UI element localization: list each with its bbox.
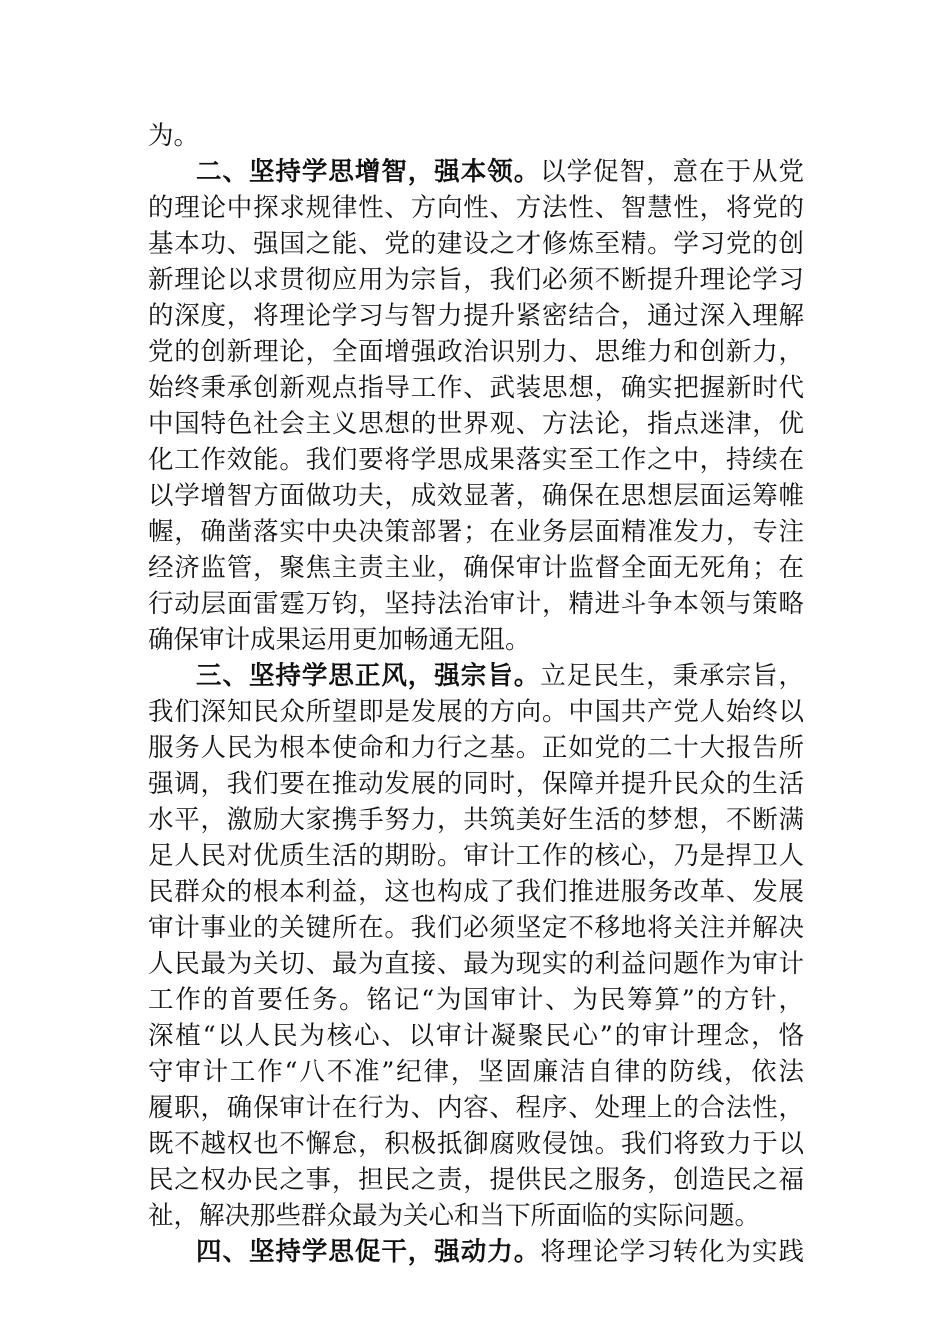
text-line: 为。 [148, 121, 200, 151]
text-line: 足人民对优质生活的期盼。审计工作的核心，乃是捍卫人 [148, 841, 804, 871]
text-line: 既不越权也不懈怠，积极抵御腐败侵蚀。我们将致力于以 [148, 1129, 804, 1159]
paragraph-heading-line [196, 1234, 804, 1270]
text-line: 的理论中探求规律性、方向性、方法性、智慧性，将党的 [148, 193, 804, 223]
text-line: 履职，确保审计在行为、内容、程序、处理上的合法性， [148, 1093, 804, 1123]
text-line: 守审计工作“八不准”纪律，坚固廉洁自律的防线，依法 [148, 1057, 804, 1087]
section-heading: 三、坚持学思正风，强宗旨。 [196, 661, 541, 691]
text-line: 确保审计成果运用更加畅通无阻。 [148, 625, 531, 655]
text-line: 化工作效能。我们要将学思成果落实至工作之中，持续在 [148, 445, 804, 475]
text-line: 经济监管，聚焦主责主业，确保审计监督全面无死角；在 [148, 553, 804, 583]
text-line: 行动层面雷霆万钧，坚持法治审计，精进斗争本领与策略 [148, 589, 804, 619]
text-line: 工作的首要任务。铭记“为国审计、为民筹算”的方针， [148, 985, 804, 1015]
heading-followup-text: 以学促智，意在于从党 [540, 157, 804, 187]
text-line: 人民最为关切、最为直接、最为现实的利益问题作为审计 [148, 949, 804, 979]
heading-followup-text: 立足民生，秉承宗旨， [540, 661, 804, 691]
text-line: 始终秉承创新观点指导工作、武装思想，确实把握新时代 [148, 373, 804, 403]
text-line: 强调，我们要在推动发展的同时，保障并提升民众的生活 [148, 769, 804, 799]
text-line: 民群众的根本利益，这也构成了我们推进服务改革、发展 [148, 877, 804, 907]
text-line: 民之权办民之事，担民之责，提供民之服务，创造民之福 [148, 1165, 804, 1195]
text-line: 党的创新理论，全面增强政治识别力、思维力和创新力， [148, 337, 804, 367]
text-line: 审计事业的关键所在。我们必须坚定不移地将关注并解决 [148, 913, 804, 943]
text-line: 中国特色社会主义思想的世界观、方法论，指点迷津，优 [148, 409, 804, 439]
paragraph-heading-line [196, 154, 804, 190]
text-line: 我们深知民众所望即是发展的方向。中国共产党人始终以 [148, 697, 804, 727]
text-line: 以学增智方面做功夫，成效显著，确保在思想层面运筹帷 [148, 481, 804, 511]
section-heading: 二、坚持学思增智，强本领。 [196, 157, 541, 187]
text-line: 幄，确凿落实中央决策部署；在业务层面精准发力，专注 [148, 517, 804, 547]
text-line: 祉，解决那些群众最为关心和当下所面临的实际问题。 [148, 1201, 761, 1231]
text-line: 深植“以人民为核心、以审计凝聚民心”的审计理念，恪 [148, 1021, 804, 1051]
text-line: 的深度，将理论学习与智力提升紧密结合，通过深入理解 [148, 301, 804, 331]
paragraph-heading-line [196, 658, 804, 694]
text-line: 服务人民为根本使命和力行之基。正如党的二十大报告所 [148, 733, 804, 763]
text-line: 新理论以求贯彻应用为宗旨，我们必须不断提升理论学习 [148, 265, 804, 295]
text-line: 基本功、强国之能、党的建设之才修炼至精。学习党的创 [148, 229, 804, 259]
text-line: 水平，激励大家携手努力，共筑美好生活的梦想，不断满 [148, 805, 804, 835]
section-heading: 四、坚持学思促干，强动力。 [196, 1237, 541, 1267]
heading-followup-text: 将理论学习转化为实践 [540, 1237, 804, 1267]
